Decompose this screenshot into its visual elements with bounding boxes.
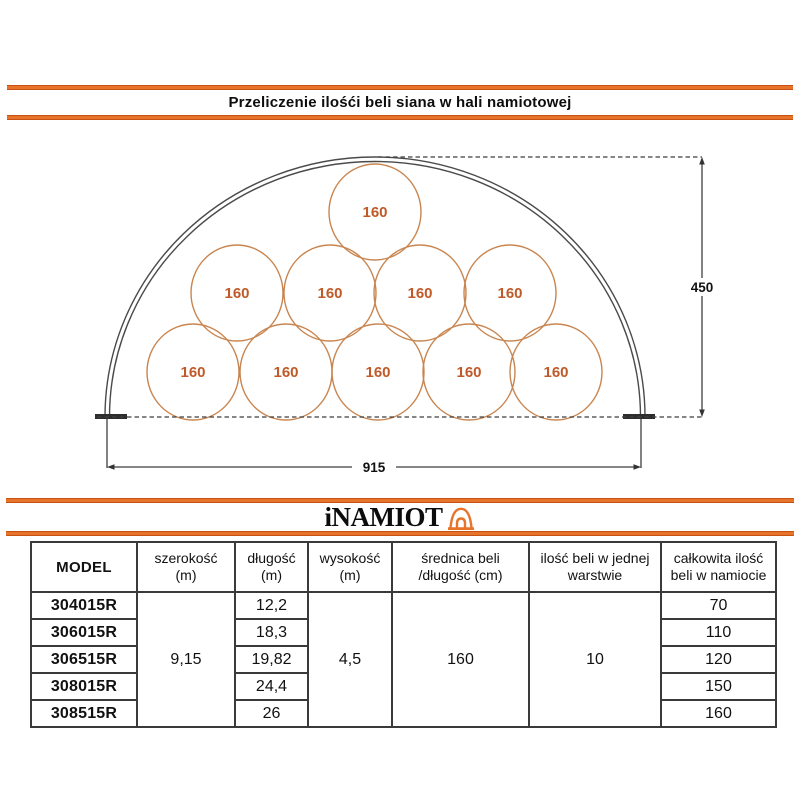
bale-label: 160: [317, 285, 343, 302]
szerokosc-cell: 9,15: [137, 592, 235, 727]
dlugosc-cell: 24,4: [235, 673, 308, 700]
bale-label: 160: [497, 285, 523, 302]
ilosc-warstwa-cell: 10: [529, 592, 661, 727]
dlugosc-cell: 19,82: [235, 646, 308, 673]
model-cell: 308515R: [31, 700, 137, 727]
calkowita-cell: 120: [661, 646, 776, 673]
model-cell: 306015R: [31, 619, 137, 646]
bale-label: 160: [273, 364, 299, 381]
title-bottom-rule: [7, 115, 793, 120]
srednica-cell: 160: [392, 592, 529, 727]
bale-label: 160: [407, 285, 433, 302]
dlugosc-cell: 26: [235, 700, 308, 727]
header-szerokosc: szerokość (m): [137, 542, 235, 592]
calkowita-cell: 110: [661, 619, 776, 646]
model-cell: 306515R: [31, 646, 137, 673]
title-band: [7, 85, 793, 120]
calkowita-cell: 70: [661, 592, 776, 619]
title-strip: [7, 90, 793, 115]
width-dimension: [107, 419, 641, 476]
bale-label: 160: [456, 364, 482, 381]
logo-band: [6, 498, 794, 536]
height-dimension-label: 450: [690, 280, 714, 295]
logo-bottom-rule: [6, 531, 794, 536]
model-cell: 308015R: [31, 673, 137, 700]
height-dimension: [685, 157, 719, 417]
header-model: MODEL: [31, 542, 137, 592]
wysokosc-cell: 4,5: [308, 592, 392, 727]
header-srednica: średnica beli /długość (cm): [392, 542, 529, 592]
bale-label: 160: [180, 364, 206, 381]
table-header-row: [31, 542, 776, 592]
model-cell: 304015R: [31, 592, 137, 619]
header-calkowita: całkowita ilość beli w namiocie: [661, 542, 776, 592]
header-dlugosc: długość (m): [235, 542, 308, 592]
bale-label: 160: [362, 204, 388, 221]
bale-label: 160: [543, 364, 569, 381]
dlugosc-cell: 18,3: [235, 619, 308, 646]
bale-label: 160: [224, 285, 250, 302]
logo-text: iNAMIOT: [324, 501, 443, 532]
header-wysokosc: wysokość (m): [308, 542, 392, 592]
bale-circles: [147, 164, 602, 420]
logo: [6, 503, 794, 531]
spec-table: [30, 541, 777, 728]
page-title: Przeliczenie ilośći beli siana w hali namiotowej: [228, 94, 572, 111]
bale-diagram: [0, 140, 800, 485]
tent-icon: [446, 504, 476, 531]
dlugosc-cell: 12,2: [235, 592, 308, 619]
header-ilosc-warstwa: ilość beli w jednej warstwie: [529, 542, 661, 592]
table-row: [31, 592, 776, 619]
width-dimension-label: 915: [362, 460, 386, 475]
calkowita-cell: 150: [661, 673, 776, 700]
calkowita-cell: 160: [661, 700, 776, 727]
bale-label: 160: [365, 364, 391, 381]
